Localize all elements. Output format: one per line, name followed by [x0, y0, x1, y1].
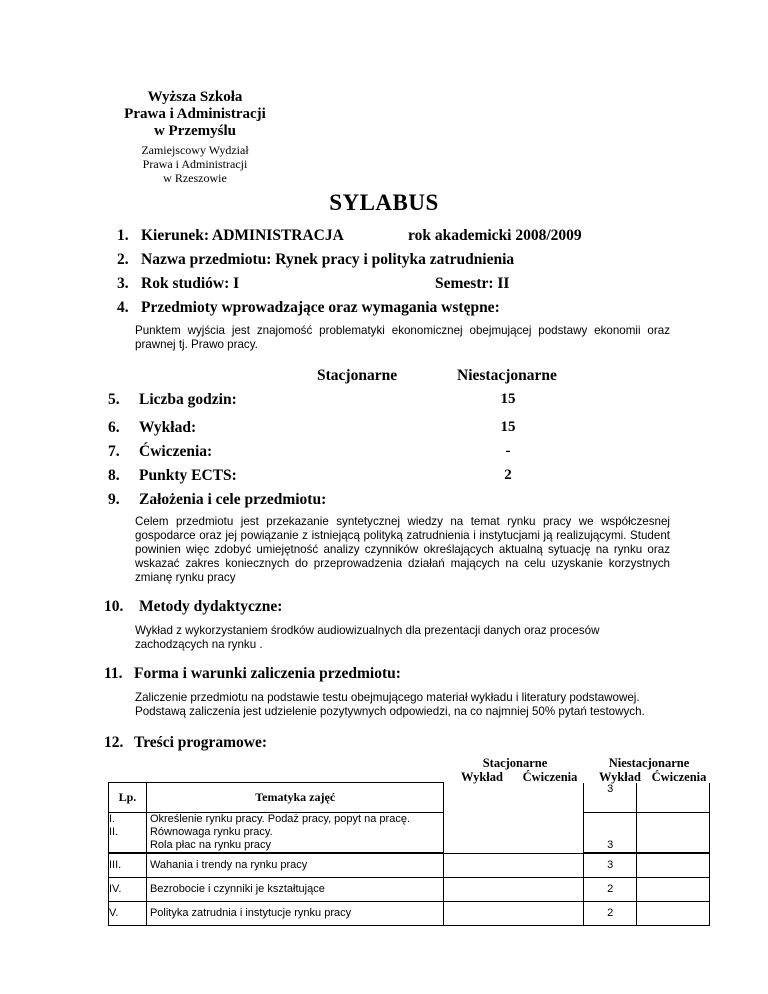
table-cell-niest-cwiczenia [637, 878, 710, 902]
column-header-stacjonarne: Stacjonarne [317, 367, 398, 384]
item-7-number: 7. [108, 443, 120, 460]
table-row [109, 902, 710, 926]
item-5-number: 5. [108, 391, 120, 408]
institution-name-line3: w Przemyślu [153, 123, 237, 139]
item-7-text: Ćwiczenia: [139, 443, 213, 460]
faculty-line2: Prawa i Administracji [142, 157, 248, 171]
item-10-text: Metody dydaktyczne: [139, 598, 283, 615]
item-9-body: Celem przedmiotu jest przekazanie syntetycznej wiedzy na temat rynku pracy we współczesnej gospodarce oraz jej powiązanie z istniejącą polityką zatrudnienia i instytucjami ją realizującymi. Student powinien więc zdobyć umiejętność analizy czynników określających aktualną sytuację na rynku oraz wskazać zakres koniecznych do przeprowadzenia działań mających na celu uzyskanie korzystnych zmianę rynku pracy [135, 515, 670, 584]
table-cell-niest-wyklad: 2 [584, 878, 637, 902]
table-row [109, 813, 710, 853]
table-header-stac-wyklad: Wykład [461, 770, 503, 784]
item-11-body-line1: Zaliczenie przedmiotu na podstawie testu obejmującego materiał wykładu i literatury podstawowej. [135, 691, 640, 704]
table-cell-stac [444, 902, 584, 926]
item-3-text: Rok studiów: I [141, 275, 240, 292]
item-7-niestacjonarne-value: - [505, 443, 511, 459]
item-6-number: 6. [108, 419, 120, 436]
item-9-number: 9. [108, 491, 120, 508]
table-cell-lp: III. [109, 854, 147, 878]
table-cell-niest-wyklad: 3 [584, 813, 637, 853]
institution-name-line1: Wyższa Szkoła [147, 89, 243, 105]
item-12-number: 12. [104, 734, 124, 751]
table-cell-niest-wyklad: 3 [584, 854, 637, 878]
table-header-niest-wyklad: Wykład [599, 770, 641, 784]
item-8-niestacjonarne-value: 2 [504, 467, 512, 483]
item-3-right: Semestr: II [435, 275, 510, 292]
table-cell-lp: I. II. [109, 813, 147, 853]
item-11-body-line2: Podstawą zaliczenia jest udzielenie pozytywnych odpowiedzi, na co najmniej 50% pytań testowych. [135, 705, 645, 718]
item-8-text: Punkty ECTS: [139, 467, 237, 484]
item-10-body-line1: Wykład z wykorzystaniem środków audiowizualnych dla prezentacji danych oraz procesów [135, 624, 600, 637]
item-5-text: Liczba godzin: [139, 391, 237, 408]
table-cell-topic: Wahania i trendy na rynku pracy [146, 854, 444, 878]
table-cell-lp: IV. [109, 878, 147, 902]
item-3-number: 3. [117, 275, 129, 292]
table-header-topic: Tematyka zajęć [146, 783, 444, 813]
item-10-body-line2: zachodzących na rynku . [135, 638, 263, 651]
item-2-text: Nazwa przedmiotu: Rynek pracy i polityka zatrudnienia [141, 251, 515, 268]
item-4-text: Przedmioty wprowadzające oraz wymagania wstępne: [141, 299, 500, 316]
item-12-text: Treści programowe: [134, 734, 268, 751]
table-cell-niest-wyklad: 2 [584, 902, 637, 926]
table-cell-stac [444, 854, 584, 878]
item-6-niestacjonarne-value: 15 [500, 419, 516, 435]
table-cell-topic: Bezrobocie i czynniki je kształtujące [146, 878, 444, 902]
item-2-number: 2. [117, 251, 129, 268]
table-cell-topic: Polityka zatrudnia i instytucje rynku pracy [146, 902, 444, 926]
item-4-number: 4. [117, 299, 129, 316]
column-header-niestacjonarne: Niestacjonarne [457, 367, 557, 384]
table-row [109, 878, 710, 902]
table-cell-niest-cwiczenia [637, 813, 710, 853]
table-niest-wyklad-cell: 3 [584, 783, 637, 813]
item-10-number: 10. [104, 598, 124, 615]
item-4-body: Punktem wyjścia jest znajomość problematyki ekonomicznej obejmującej podstawy ekonomii oraz prawnej tj. Prawo pracy. [135, 324, 670, 351]
item-11-text: Forma i warunki zaliczenia przedmiotu: [134, 665, 401, 682]
program-table [108, 782, 710, 926]
faculty-line1: Zamiejscowy Wydział [141, 143, 249, 157]
item-1-text: Kierunek: ADMINISTRACJA [141, 227, 344, 244]
page-title: SYLABUS [329, 190, 439, 215]
table-stac-cell [444, 783, 584, 854]
item-1-right: rok akademicki 2008/2009 [408, 227, 582, 244]
table-cell-niest-cwiczenia [637, 854, 710, 878]
item-9-text: Założenia i cele przedmiotu: [139, 491, 327, 508]
table-header-niestacjonarne: Niestacjonarne [608, 756, 690, 770]
table-row [109, 854, 710, 878]
institution-name-line2: Prawa i Administracji [124, 106, 266, 122]
item-11-number: 11. [104, 665, 123, 682]
item-1-number: 1. [117, 227, 129, 244]
table-niest-cwiczenia-cell [637, 783, 710, 813]
table-header-row [109, 783, 710, 813]
table-header-niest-cwiczenia: Ćwiczenia [651, 770, 707, 784]
table-cell-topic: Określenie rynku pracy. Podaż pracy, popyt na pracę. Równowaga rynku pracy. Rola płac na rynku pracy [146, 813, 444, 853]
table-cell-stac [444, 878, 584, 902]
item-6-text: Wykład: [139, 419, 197, 436]
table-header-stac-cwiczenia: Ćwiczenia [522, 770, 578, 784]
table-cell-lp: V. [109, 902, 147, 926]
table-header-lp: Lp. [109, 783, 147, 813]
table-header-stacjonarne: Stacjonarne [482, 756, 548, 770]
table-cell-niest-cwiczenia [637, 902, 710, 926]
item-8-number: 8. [108, 467, 120, 484]
faculty-line3: w Rzeszowie [163, 171, 227, 185]
item-5-niestacjonarne-value: 15 [500, 391, 516, 407]
